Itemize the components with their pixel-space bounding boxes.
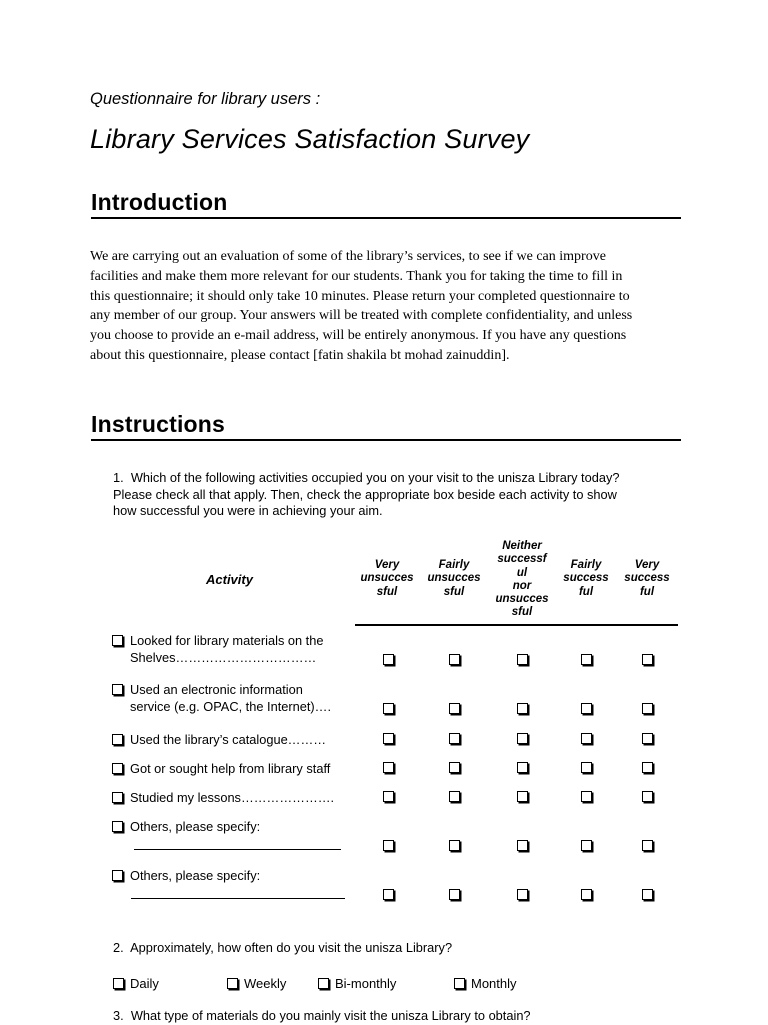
question-3-number: 3. (113, 1008, 124, 1023)
option-bi-monthly[interactable]: Bi-monthly (318, 976, 396, 991)
rating-checkbox-fairly-successful[interactable] (581, 889, 592, 900)
rating-checkbox-very-unsuccessful[interactable] (383, 791, 394, 802)
others-specify-line-1[interactable] (134, 849, 341, 850)
intro-line: you choose to provide an e-mail address, will be entirely anonymous. If you have any questions (90, 328, 627, 344)
rating-checkbox-fairly-unsuccessful[interactable] (449, 840, 460, 851)
table-header-rule (355, 624, 678, 626)
question-2-number: 2. (113, 940, 124, 955)
intro-line: this questionnaire; it should only take 10 minutes. Please return your completed questionnaire to (90, 288, 630, 304)
rating-checkbox-fairly-unsuccessful[interactable] (449, 791, 460, 802)
rating-checkbox-fairly-unsuccessful[interactable] (449, 703, 460, 714)
rating-checkbox-fairly-successful[interactable] (581, 791, 592, 802)
intro-line: about this questionnaire, please contact [fatin shakila bt mohad zainuddin]. (90, 347, 510, 363)
activity-checkbox[interactable] (112, 792, 123, 803)
activity-row-catalogue: Used the library’s catalogue……… (112, 731, 326, 748)
activity-row-others-2: Others, please specify: (112, 867, 260, 884)
rating-checkbox-fairly-unsuccessful[interactable] (449, 733, 460, 744)
rating-header-neither: Neither successf ul nor unsucces sful (495, 540, 549, 619)
rating-checkbox-fairly-successful[interactable] (581, 840, 592, 851)
rating-checkbox-very-successful[interactable] (642, 703, 653, 714)
rating-checkbox-very-successful[interactable] (642, 733, 653, 744)
rating-checkbox-fairly-successful[interactable] (581, 733, 592, 744)
option-daily[interactable]: Daily (113, 976, 159, 991)
activity-row-others-1: Others, please specify: (112, 818, 260, 835)
option-checkbox[interactable] (113, 978, 124, 989)
option-monthly[interactable]: Monthly (454, 976, 517, 991)
rating-header-fairly-successful: Fairly success ful (563, 559, 609, 598)
activity-checkbox[interactable] (112, 821, 123, 832)
question-1-line: how successful you were in achieving your aim. (113, 503, 383, 518)
rating-checkbox-neither[interactable] (517, 791, 528, 802)
introduction-rule (91, 217, 681, 219)
question-1-line: 1. Which of the following activities occupied you on your visit to the unisza Library today? (113, 470, 620, 485)
activity-checkbox[interactable] (112, 870, 123, 881)
question-3: 3. What type of materials do you mainly visit the unisza Library to obtain? (113, 1008, 531, 1023)
activity-column-header: Activity (206, 572, 253, 587)
rating-checkbox-neither[interactable] (517, 889, 528, 900)
instructions-heading: Instructions (91, 411, 226, 437)
rating-checkbox-very-successful[interactable] (642, 889, 653, 900)
activity-row-staff: Got or sought help from library staff (112, 760, 330, 777)
option-checkbox[interactable] (454, 978, 465, 989)
rating-checkbox-fairly-unsuccessful[interactable] (449, 889, 460, 900)
intro-line: We are carrying out an evaluation of some of the library’s services, to see if we can improve (90, 249, 606, 264)
rating-checkbox-neither[interactable] (517, 733, 528, 744)
others-specify-line-2[interactable] (131, 898, 345, 899)
activity-checkbox[interactable] (112, 684, 123, 695)
activity-checkbox[interactable] (112, 635, 123, 646)
question-2: 2. Approximately, how often do you visit the unisza Library? (113, 940, 453, 955)
rating-header-fairly-unsuccessful: Fairly unsucces sful (427, 559, 481, 598)
rating-checkbox-very-successful[interactable] (642, 791, 653, 802)
activity-row-shelves: Looked for library materials on the Shelves…………………………… (112, 632, 323, 666)
rating-checkbox-very-unsuccessful[interactable] (383, 840, 394, 851)
question-1-number: 1. (113, 470, 124, 485)
intro-line: any member of our group. Your answers will be treated with complete confidentiality, and unless (90, 308, 633, 324)
rating-checkbox-fairly-successful[interactable] (581, 654, 592, 665)
activity-checkbox[interactable] (112, 734, 123, 745)
option-weekly[interactable]: Weekly (227, 976, 286, 991)
rating-checkbox-fairly-successful[interactable] (581, 703, 592, 714)
rating-checkbox-fairly-successful[interactable] (581, 762, 592, 773)
option-checkbox[interactable] (227, 978, 238, 989)
question-1-line: Please check all that apply. Then, check the appropriate box beside each activity to show (113, 486, 617, 502)
rating-checkbox-very-unsuccessful[interactable] (383, 733, 394, 744)
rating-checkbox-neither[interactable] (517, 703, 528, 714)
intro-line: facilities and make them more relevant for our students. Thank you for taking the time to fill in (90, 268, 623, 284)
option-checkbox[interactable] (318, 978, 329, 989)
questionnaire-subtitle: Questionnaire for library users : (90, 90, 321, 108)
activity-row-electronic: Used an electronic information service (e.g. OPAC, the Internet)…. (112, 681, 331, 715)
rating-checkbox-very-unsuccessful[interactable] (383, 654, 394, 665)
rating-header-very-unsuccessful: Very unsucces sful (360, 559, 414, 598)
rating-checkbox-neither[interactable] (517, 654, 528, 665)
rating-checkbox-very-unsuccessful[interactable] (383, 703, 394, 714)
introduction-paragraph (90, 247, 690, 366)
rating-checkbox-very-successful[interactable] (642, 840, 653, 851)
question-1 (113, 470, 685, 520)
page-title: Library Services Satisfaction Survey (90, 124, 530, 154)
rating-checkbox-very-successful[interactable] (642, 762, 653, 773)
rating-checkbox-fairly-unsuccessful[interactable] (449, 654, 460, 665)
rating-checkbox-neither[interactable] (517, 840, 528, 851)
rating-checkbox-very-unsuccessful[interactable] (383, 762, 394, 773)
rating-checkbox-neither[interactable] (517, 762, 528, 773)
instructions-rule (91, 439, 681, 441)
rating-header-very-successful: Very success ful (624, 559, 670, 598)
rating-checkbox-fairly-unsuccessful[interactable] (449, 762, 460, 773)
rating-checkbox-very-unsuccessful[interactable] (383, 889, 394, 900)
rating-checkbox-very-successful[interactable] (642, 654, 653, 665)
introduction-heading: Introduction (91, 189, 228, 215)
activity-row-studied: Studied my lessons…………………. (112, 789, 334, 806)
activity-checkbox[interactable] (112, 763, 123, 774)
